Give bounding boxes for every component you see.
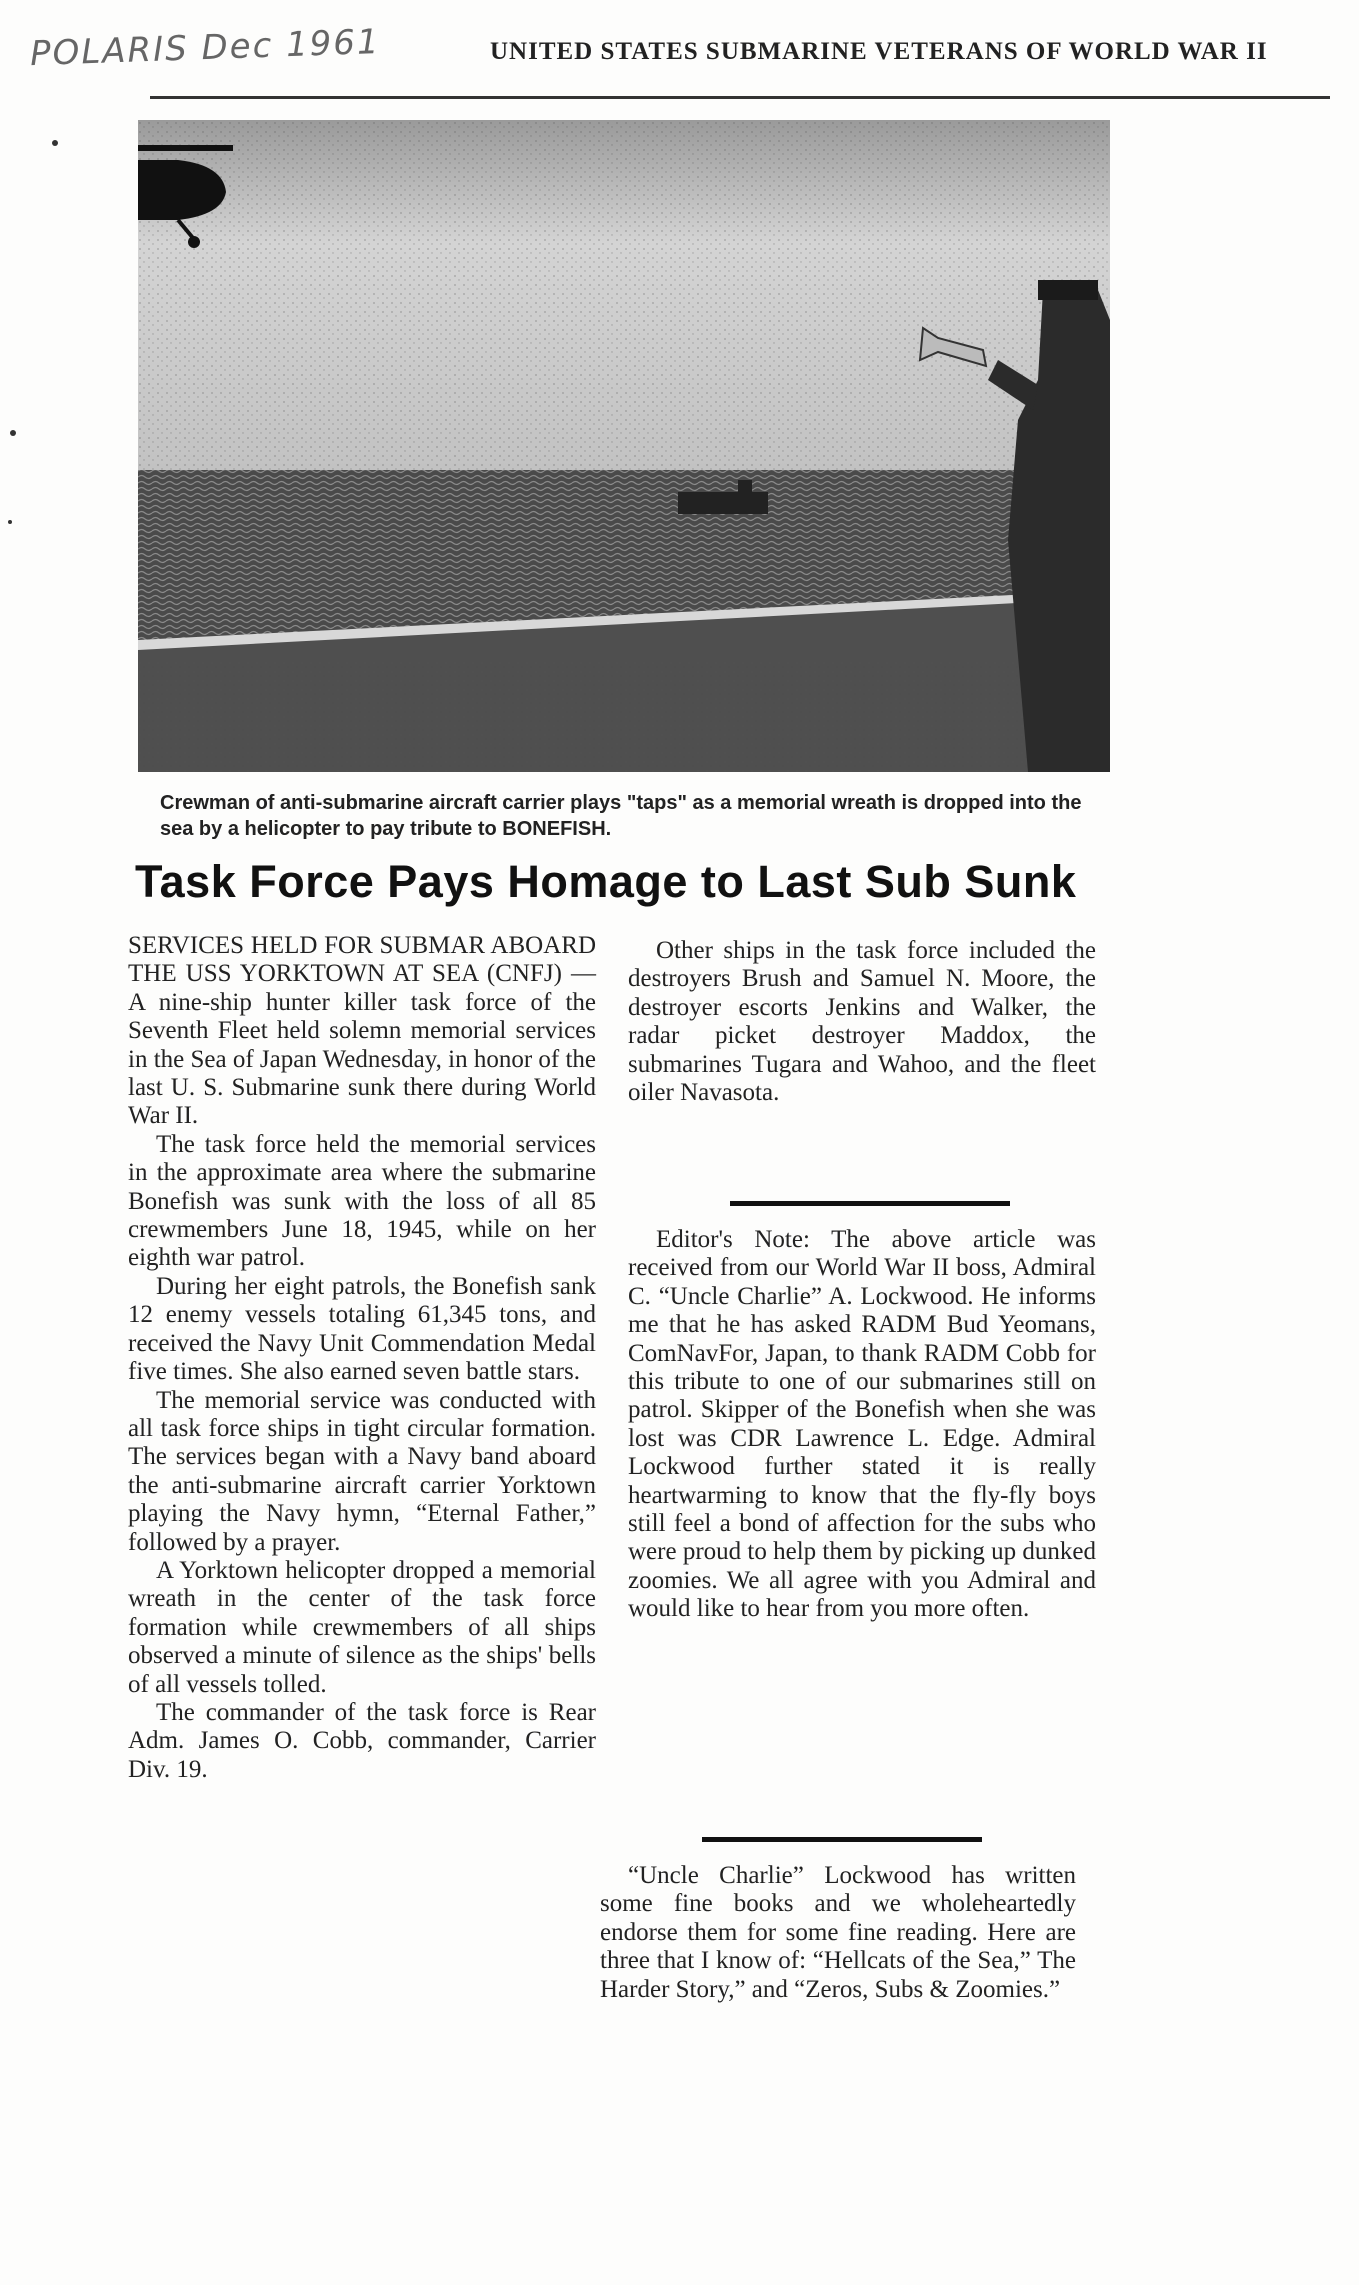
handwritten-note: POLARIS Dec 1961 bbox=[29, 21, 382, 75]
article-paragraph: During her eight patrols, the Bonefish sank 12 enemy vessels totaling 61,345 tons, and received the Navy Unit Commendation Medal five times. She also earned seven battle stars. bbox=[128, 1272, 596, 1386]
header-rule bbox=[150, 96, 1330, 99]
editors-note bbox=[628, 1226, 1096, 1624]
article-paragraph: Other ships in the task force included the destroyers Brush and Samuel N. Moore, the destroyer escorts Jenkins and Walker, the radar picket destroyer Maddox, the submarines Tugara and Wahoo, and the fleet oiler Navasota. bbox=[628, 937, 1096, 1107]
article-paragraph: SERVICES HELD FOR SUBMAR ABOARD THE USS YORKTOWN AT SEA (CNFJ) — A nine-ship hunter killer task force of the Seventh Fleet held solemn memorial services in the Sea of Japan Wednesday, in honor of the last U. S. Submarine sunk there during World War II. bbox=[128, 932, 597, 1130]
speck-mark bbox=[10, 430, 16, 436]
section-divider bbox=[730, 1201, 1010, 1206]
memorial-photo-illustration bbox=[138, 120, 1110, 772]
distant-ship bbox=[678, 492, 768, 514]
article-paragraph: The commander of the task force is Rear Adm. James O. Cobb, commander, Carrier Div. 19. bbox=[128, 1698, 596, 1783]
article-paragraph: The task force held the memorial services in the approximate area where the submarine Bonefish was sunk with the loss of all 85 crewmembers June 18, 1945, while on her eighth war patrol. bbox=[128, 1130, 596, 1272]
speck-mark bbox=[8, 520, 12, 524]
article-paragraph: A Yorktown helicopter dropped a memorial wreath in the center of the task force formation while crewmembers of all ships observed a minute of silence as the ships' bells of all vessels tolled. bbox=[128, 1556, 596, 1698]
article-headline: Task Force Pays Homage to Last Sub Sunk bbox=[135, 856, 1077, 907]
article-left-column bbox=[128, 932, 596, 1784]
books-note bbox=[600, 1862, 1076, 2004]
memorial-photo bbox=[138, 120, 1110, 772]
speck-mark bbox=[52, 140, 58, 146]
article-paragraph: The memorial service was conducted with all task force ships in tight circular formation. The services began with a Navy band aboard the anti-submarine aircraft carrier Yorktown playing the Navy hymn, “Eternal Father,” followed by a prayer. bbox=[128, 1386, 596, 1556]
photo-caption: Crewman of anti-submarine aircraft carrier plays "taps" as a memorial wreath is dropped into the sea by a helicopter to pay tribute to BONEFISH. bbox=[160, 792, 1082, 840]
running-head: UNITED STATES SUBMARINE VETERANS OF WORLD WAR II bbox=[490, 38, 1268, 65]
article-right-continuation bbox=[628, 937, 1096, 1107]
books-note-paragraph: “Uncle Charlie” Lockwood has written some fine books and we wholeheartedly endorse them for some fine reading. Here are three that I know of: “Hellcats of the Sea,” The Harder Story,” and “Zeros, Subs & Zoomies.” bbox=[600, 1862, 1076, 2003]
editors-note-paragraph: Editor's Note: The above article was received from our World War II boss, Admiral C. “Uncle Charlie” A. Lockwood. He informs me that he has asked RADM Bud Yeomans, ComNavFor, Japan, to thank RADM Cobb for this tribute to one of our submarines still on patrol. Skipper of the Bonefish when she was lost was CDR Lawrence L. Edge. Admiral Lockwood further stated it is really heartwarming to know that the fly-fly boys still feel a bond of affection for the subs who were proud to help them by picking up dunked zoomies. We all agree with you Admiral and would like to hear from you more often. bbox=[628, 1226, 1096, 1623]
section-divider bbox=[702, 1837, 982, 1842]
